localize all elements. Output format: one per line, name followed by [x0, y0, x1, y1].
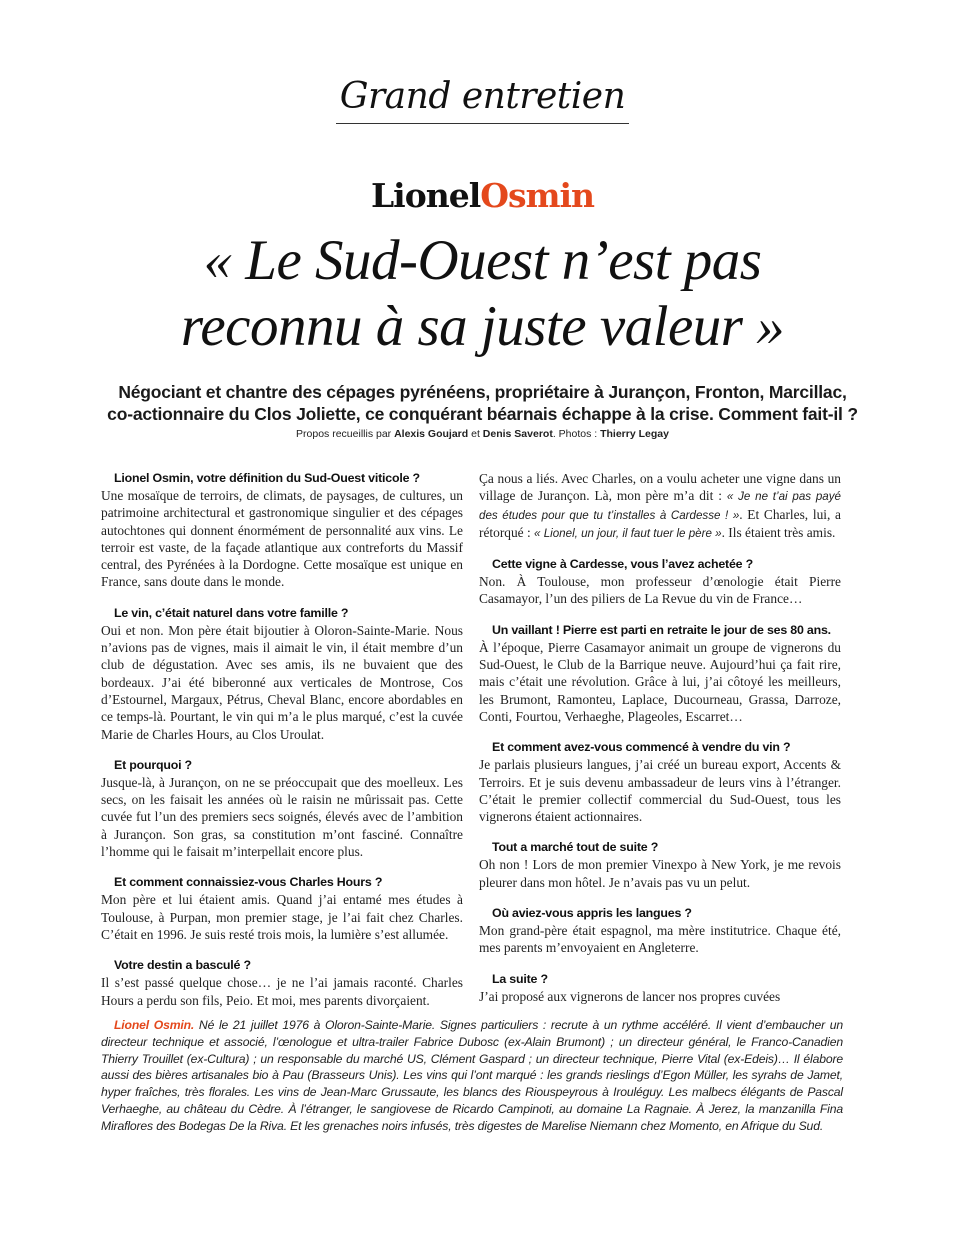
interview-answer: Mon père et lui étaient amis. Quand j’ai entamé mes études à Toulouse, à Purpan, mon premier stage, je l’ai fait chez Charles. C’était en 1996. Je suis resté trois mois, la lumière s’est allumée.	[101, 892, 463, 942]
interview-question: Et comment avez-vous commencé à vendre du vin ?	[492, 740, 791, 755]
charles-quote: « Lionel, un jour, il faut tuer le père »	[534, 526, 722, 540]
kicker-label: Grand entretien	[336, 76, 630, 124]
interview-answer: J’ai proposé aux vignerons de lancer nos propres cuvées	[479, 988, 781, 1004]
interview-answer: Jusque-là, à Jurançon, on ne se préoccupait que des moelleux. Les secs, on les faisait les années où le raisin ne mûrissait pas. Cette cuvée fut l’un des premiers secs soignés, élevés avec de l’ambition à Jurançon. Son gras, sa constitution m’ont fasciné. Connaître l’homme qui le faisait m’interpellait encore plus.	[101, 774, 463, 860]
interview-answer: Non. À Toulouse, mon professeur d’œnologie était Pierre Casamayor, l’un des piliers de La Revue du vin de France…	[479, 574, 841, 607]
credit-author-1: Alexis Goujard	[394, 428, 469, 440]
continued-text-2: . Et Charles, lui, a rétorqué :	[479, 506, 841, 540]
interview-answer: Une mosaïque de terroirs, de climats, de paysages, de cultures, un patrimoine architectural et gastronomique singulier et des cépages autochtones qui donnent énormément de personnalité aux vins. Le terroir est vaste, de la façade atlantique aux contreforts du Massif central, des Pyrénées à la Dordogne. Cette mosaïque est unique en France, sans doute dans le monde.	[101, 488, 463, 590]
name-first: Lionel	[370, 176, 481, 215]
interview-question: Un vaillant ! Pierre est parti en retraite le jour de ses 80 ans.	[492, 622, 831, 637]
credit-photographer: Thierry Legay	[600, 428, 669, 440]
interview-question: Tout a marché tout de suite ?	[492, 840, 659, 855]
interview-answer: Oh non ! Lors de mon premier Vinexpo à New York, je me revois pleurer dans mon hôtel. Je n’avais pas vu un pelut.	[479, 857, 841, 890]
interview-answer: Il s’est passé quelque chose… je ne l’ai jamais raconté. Charles Hours a perdu son fils, Peio. Et moi, mes parents divorçaient.	[101, 975, 463, 1008]
credit-photos-prefix: . Photos :	[552, 428, 601, 440]
father-quote: « Je ne t’ai pas payé des études pour que tu t’installes à Cardesse ! »	[479, 490, 841, 522]
interview-answer: À l’époque, Pierre Casamayor animait un groupe de vignerons du Sud-Ouest, le Club de la Barrique neuve. Aujourd’hui ça fait rire, mais c’était une révolution. Grâce à lui, j’ai côtoyé les meilleurs, les Brumont, Ramonteu, Laplace, Ducourneau, Grassa, Darroze, Conti, Fourtou, Verhaeghe, Plageoles, Escarret…	[479, 639, 841, 724]
interview-answer-continued	[479, 470, 841, 542]
credit-and: et	[468, 428, 483, 440]
standfirst-line-2: co-actionnaire du Clos Joliette, ce conquérant béarnais échappe à la crise. Comment fait-il ?	[107, 404, 858, 424]
interview-question: Votre destin a basculé ?	[114, 958, 251, 973]
interview-question: Où aviez-vous appris les langues ?	[492, 906, 692, 921]
bio-text: Né le 21 juillet 1976 à Oloron-Sainte-Marie. Signes particuliers : recrute à un rythme accéléré. Il vient d’embaucher un directeur technique et associé, l’œnologue et ultra-trailer Fabrice Dubosc (ex-Alain Brumont) ; un directeur général, le Franco-Canadien Thierry Trouillet (ex-Cultura) ; un responsable du marché US, Clément Gaspard ; un directeur technique, Pierre Vital (ex-Edeis)… Il élabore aussi des bières artisanales bio à Pau (Brasseurs Unis). Les vins qui l’ont marqué : les grands rieslings d’Egon Müller, les syrahs de Jamet, hyper fraîches, très florales. Les vins de Jean-Marc Grussaute, les blancs des Riouspeyrous à Irouléguy. Les malbecs élégants de Pascal Verhaeghe, au château du Cèdre. À l’étranger, le sangiovese de Ricardo Campinoti, au domaine La Ragnaie. À Jerez, la manzanilla Fina Miraflores des Bodegas De la Riva. Et les grenaches noirs infusés, très digestes de Marelise Niemann chez Momento, en Afrique du Sud.	[101, 1018, 843, 1133]
bio-box	[101, 1017, 843, 1135]
credit-author-2: Denis Saverot	[482, 428, 553, 440]
interview-question: La suite ?	[492, 971, 548, 986]
interview-column-left	[101, 470, 463, 1009]
interview-question: Lionel Osmin, votre définition du Sud-Ouest viticole ?	[114, 471, 420, 485]
standfirst	[60, 381, 905, 425]
standfirst-line-1: Négociant et chantre des cépages pyrénéens, propriétaire à Jurançon, Fronton, Marcillac,	[118, 382, 847, 402]
interview-answer: Oui et non. Mon père était bijoutier à Oloron-Sainte-Marie. Nous n’avions pas de vignes, mais il aimait le vin, il était membre d’un club de dégustation. Avec ses amis, ils ne buvaient que des bordeaux. J’ai été biberonné aux verticales de Montrose, Cos d’Estournel, Margaux, Pétrus, Cheval Blanc, encore abordables en ce temps-là. Pourtant, le vin qui m’a le plus marqué, c’est la cuvée Marie de Charles Hours, au Clos Uroulat.	[101, 622, 463, 742]
interview-question: Et pourquoi ?	[114, 757, 192, 772]
interview-answer: Je parlais plusieurs langues, j’ai créé un bureau export, Accents & Terroirs. Et je suis devenu ambassadeur de leurs vins à l’étranger. C’était le premier collectif commercial du Sud-Ouest, tous les vignerons étaient actionnaires.	[479, 757, 841, 825]
credit-prefix: Propos recueillis par	[296, 428, 395, 440]
interview-question: Et comment connaissiez-vous Charles Hours ?	[114, 875, 383, 890]
headline-line-1: « Le Sud-Ouest n’est pas	[203, 229, 762, 292]
continued-text-3: . Ils étaient très amis.	[721, 524, 836, 540]
section-kicker	[0, 76, 965, 124]
interview-question: Cette vigne à Cardesse, vous l’avez achetée ?	[492, 557, 753, 572]
bio-name: Lionel Osmin.	[114, 1018, 195, 1032]
name-last: Osmin	[480, 176, 595, 215]
byline-credit	[0, 428, 965, 440]
continued-text-1: Ça nous a liés. Avec Charles, on a voulu acheter une vigne dans un village de Jurançon. Là, mon père m’a dit :	[479, 471, 841, 504]
headline-line-2: reconnu à sa juste valeur »	[180, 295, 785, 358]
interview-answer: Mon grand-père était espagnol, ma mère institutrice. Chaque été, mes parents m’envoyaient en Angleterre.	[479, 923, 841, 956]
interviewee-name	[0, 176, 965, 215]
interview-column-right	[479, 470, 841, 1005]
interview-question: Le vin, c’était naturel dans votre famille ?	[114, 605, 349, 620]
headline-quote	[0, 228, 965, 360]
